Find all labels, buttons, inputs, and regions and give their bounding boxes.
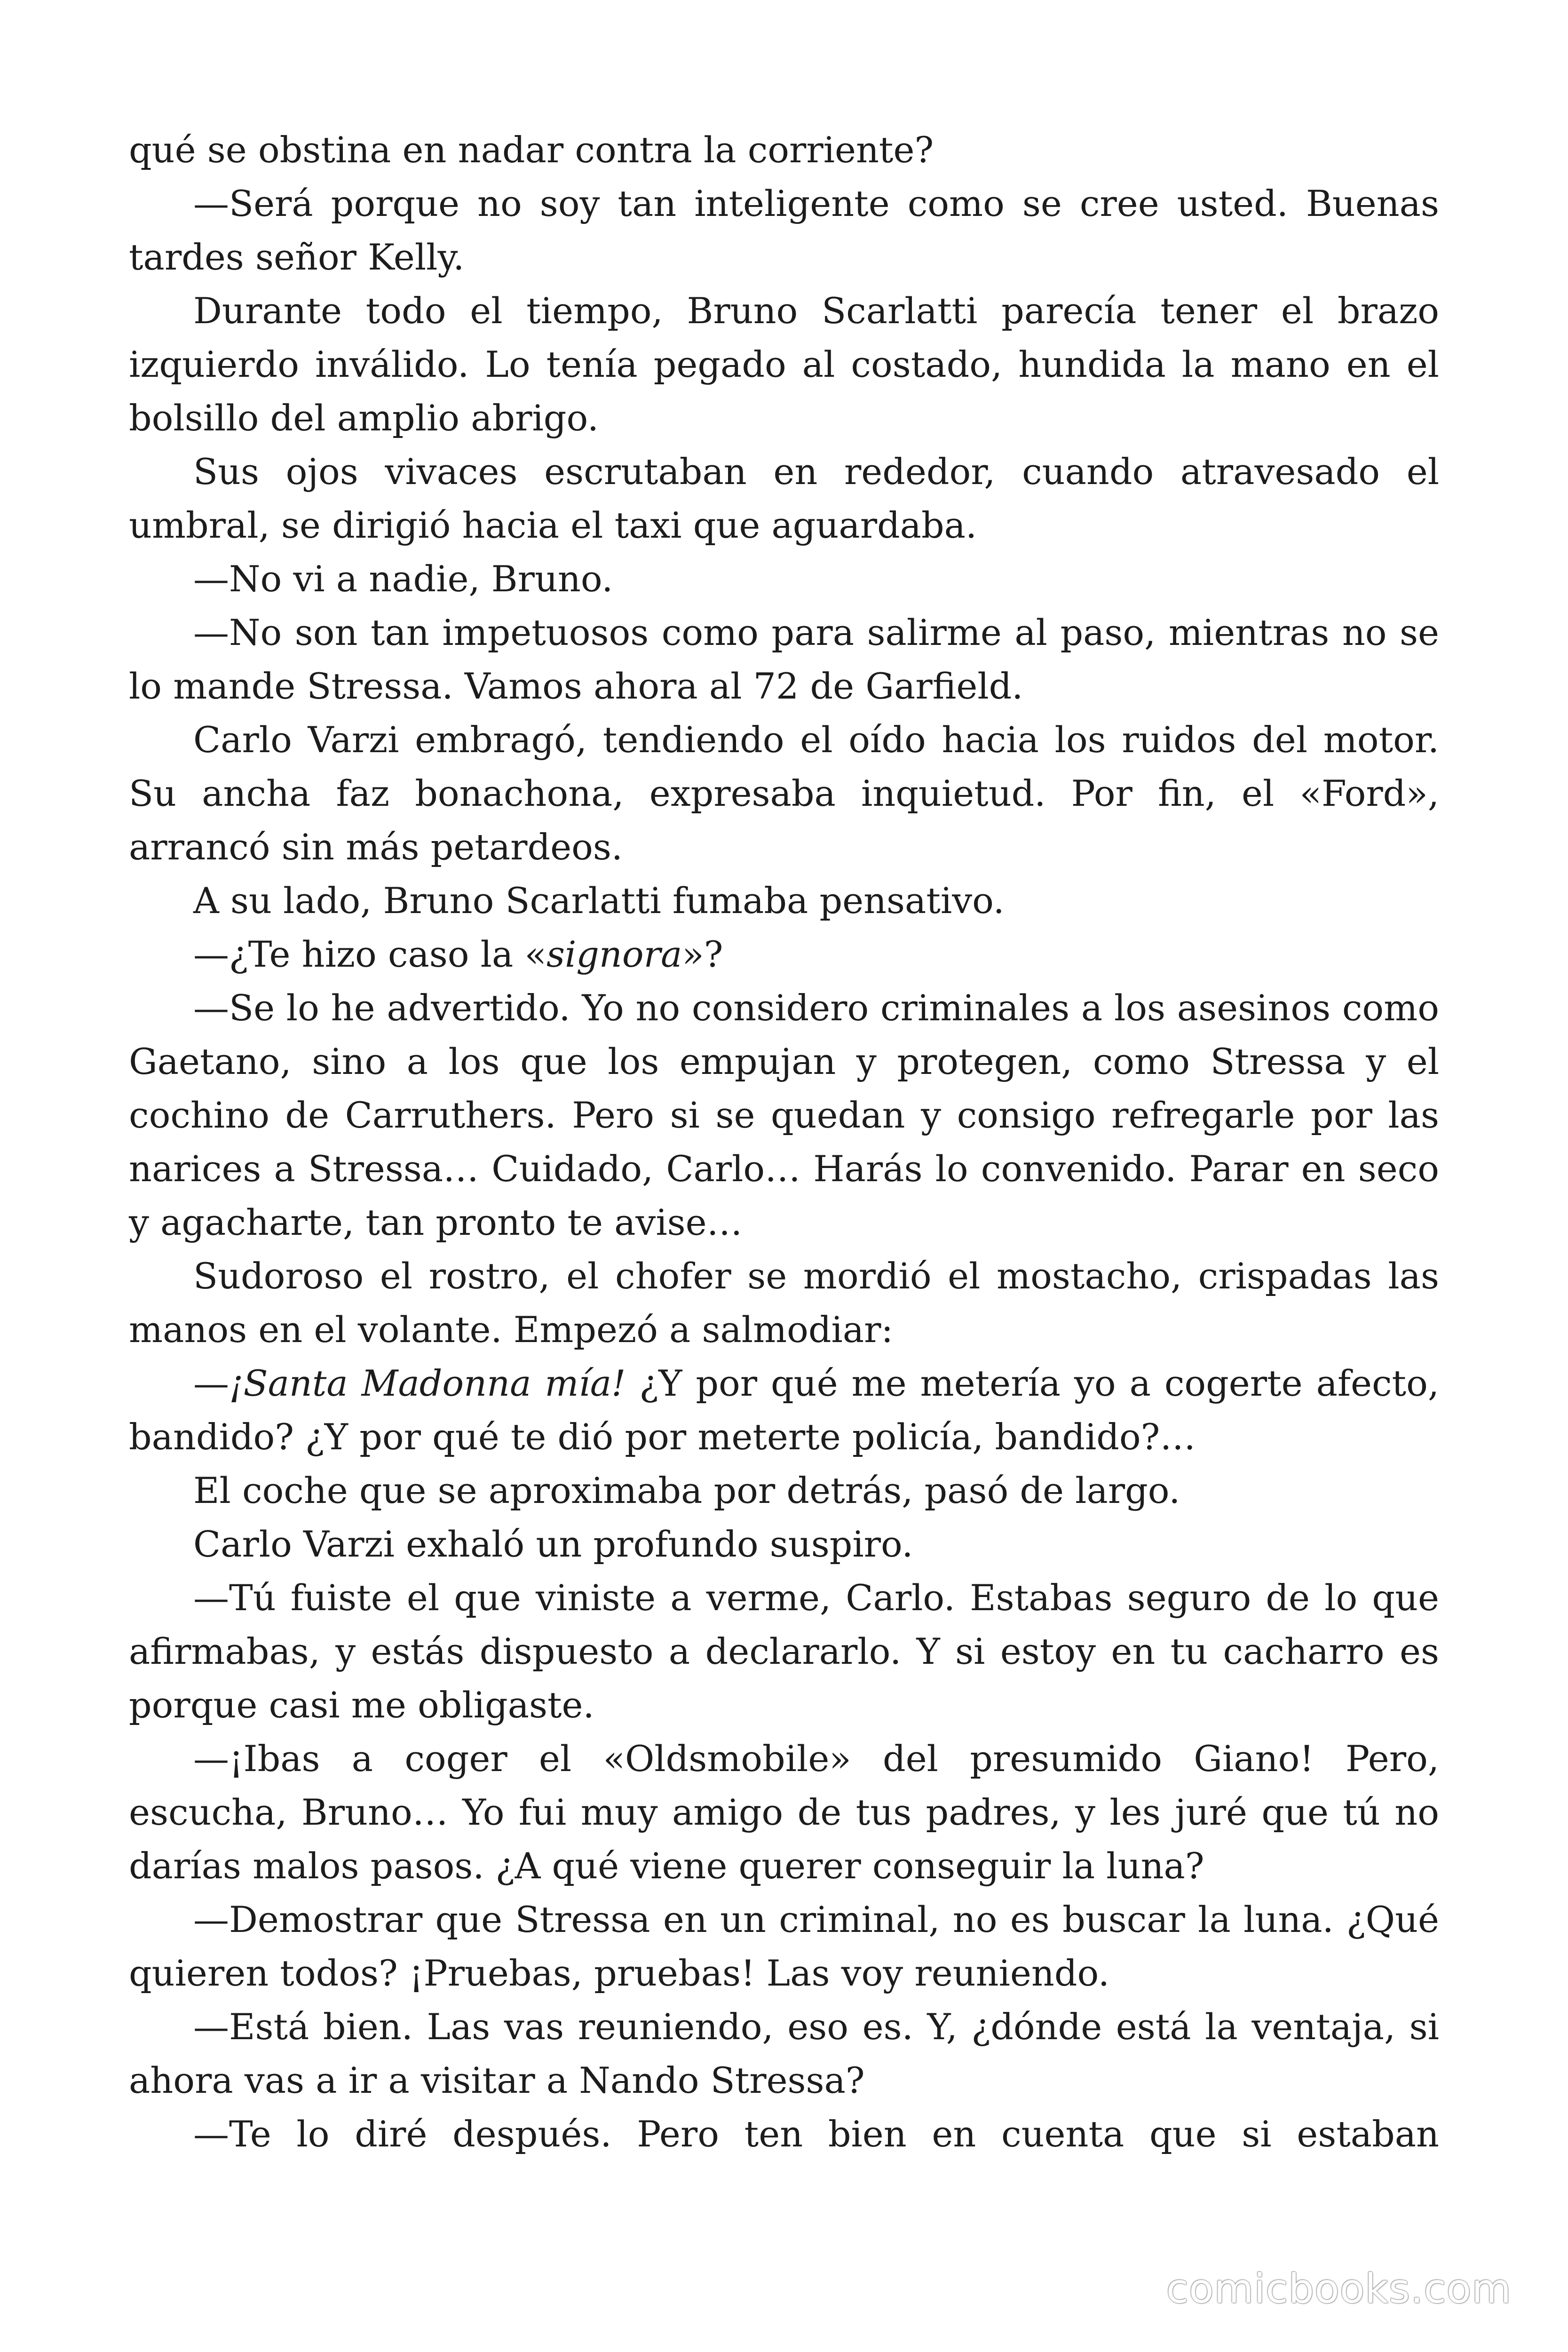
paragraph xyxy=(129,1357,1439,1464)
paragraph-text: — xyxy=(193,1362,229,1404)
italic-text: signora xyxy=(546,933,682,975)
paragraph-text: »? xyxy=(682,933,723,975)
paragraph: —Está bien. Las vas reuniendo, eso es. Y, ¿dónde está la ventaja, si ahora vas a ir a visitar a Nando Stressa? xyxy=(129,2006,1439,2101)
paragraph-text: —¿Te hizo caso la « xyxy=(193,933,546,975)
paragraph: qué se obstina en nadar contra la corriente? xyxy=(129,129,934,171)
watermark: comicbooks.com xyxy=(1166,2265,1512,2312)
body-text xyxy=(129,123,1439,2161)
paragraph: El coche que se aproximaba por detrás, pasó de largo. xyxy=(193,1470,1180,1511)
paragraph-text: ¿Y por qué me metería yo a cogerte afecto, bandido? ¿Y por qué te dió por meterte policía, bandido?… xyxy=(129,1362,1440,1458)
paragraph: Sus ojos vivaces escrutaban en rededor, cuando atravesado el umbral, se dirigió hacia el taxi que aguardaba. xyxy=(129,451,1439,546)
paragraph: Durante todo el tiempo, Bruno Scarlatti parecía tener el brazo izquierdo inválido. Lo tenía pegado al costado, hundida la mano en el bolsillo del amplio abrigo. xyxy=(129,290,1439,439)
paragraph: Carlo Varzi embragó, tendiendo el oído hacia los ruidos del motor. Su ancha faz bonachona, expresaba inquietud. Por fin, el «Ford», arrancó sin más petardeos. xyxy=(129,719,1439,868)
paragraph: Carlo Varzi exhaló un profundo suspiro. xyxy=(193,1523,913,1565)
paragraph: —Te lo diré después. Pero ten bien en cuenta que si estaban xyxy=(193,2113,1439,2155)
paragraph: —No vi a nadie, Bruno. xyxy=(193,558,613,600)
italic-text: ¡Santa Madonna mía! xyxy=(229,1362,626,1404)
paragraph: Sudoroso el rostro, el chofer se mordió el mostacho, crispadas las manos en el volante. Empezó a salmodiar: xyxy=(129,1255,1439,1351)
paragraph: —Tú fuiste el que viniste a verme, Carlo. Estabas seguro de lo que afirmabas, y estás dispuesto a declararlo. Y si estoy en tu cacharro es porque casi me obligaste. xyxy=(129,1577,1439,1726)
paragraph: —Será porque no soy tan inteligente como se cree usted. Buenas tardes señor Kelly. xyxy=(129,183,1439,278)
paragraph xyxy=(129,928,1439,981)
paragraph: —No son tan impetuosos como para salirme al paso, mientras no se lo mande Stressa. Vamos ahora al 72 de Garfield. xyxy=(129,612,1439,707)
paragraph: —¡Ibas a coger el «Oldsmobile» del presumido Giano! Pero, escucha, Bruno… Yo fui muy amigo de tus padres, y les juré que tú no darías malos pasos. ¿A qué viene querer conseguir la luna? xyxy=(129,1738,1439,1887)
paragraph: —Demostrar que Stressa en un criminal, no es buscar la luna. ¿Qué quieren todos? ¡Pruebas, pruebas! Las voy reuniendo. xyxy=(129,1899,1439,1994)
paragraph: A su lado, Bruno Scarlatti fumaba pensativo. xyxy=(193,880,1005,922)
paragraph: —Se lo he advertido. Yo no considero criminales a los asesinos como Gaetano, sino a los que los empujan y protegen, como Stressa y el cochino de Carruthers. Pero si se quedan y consigo refregarle por las narices a Stressa… Cuidado, Carlo… Harás lo convenido. Parar en seco y agacharte, tan pronto te avise… xyxy=(129,987,1439,1243)
